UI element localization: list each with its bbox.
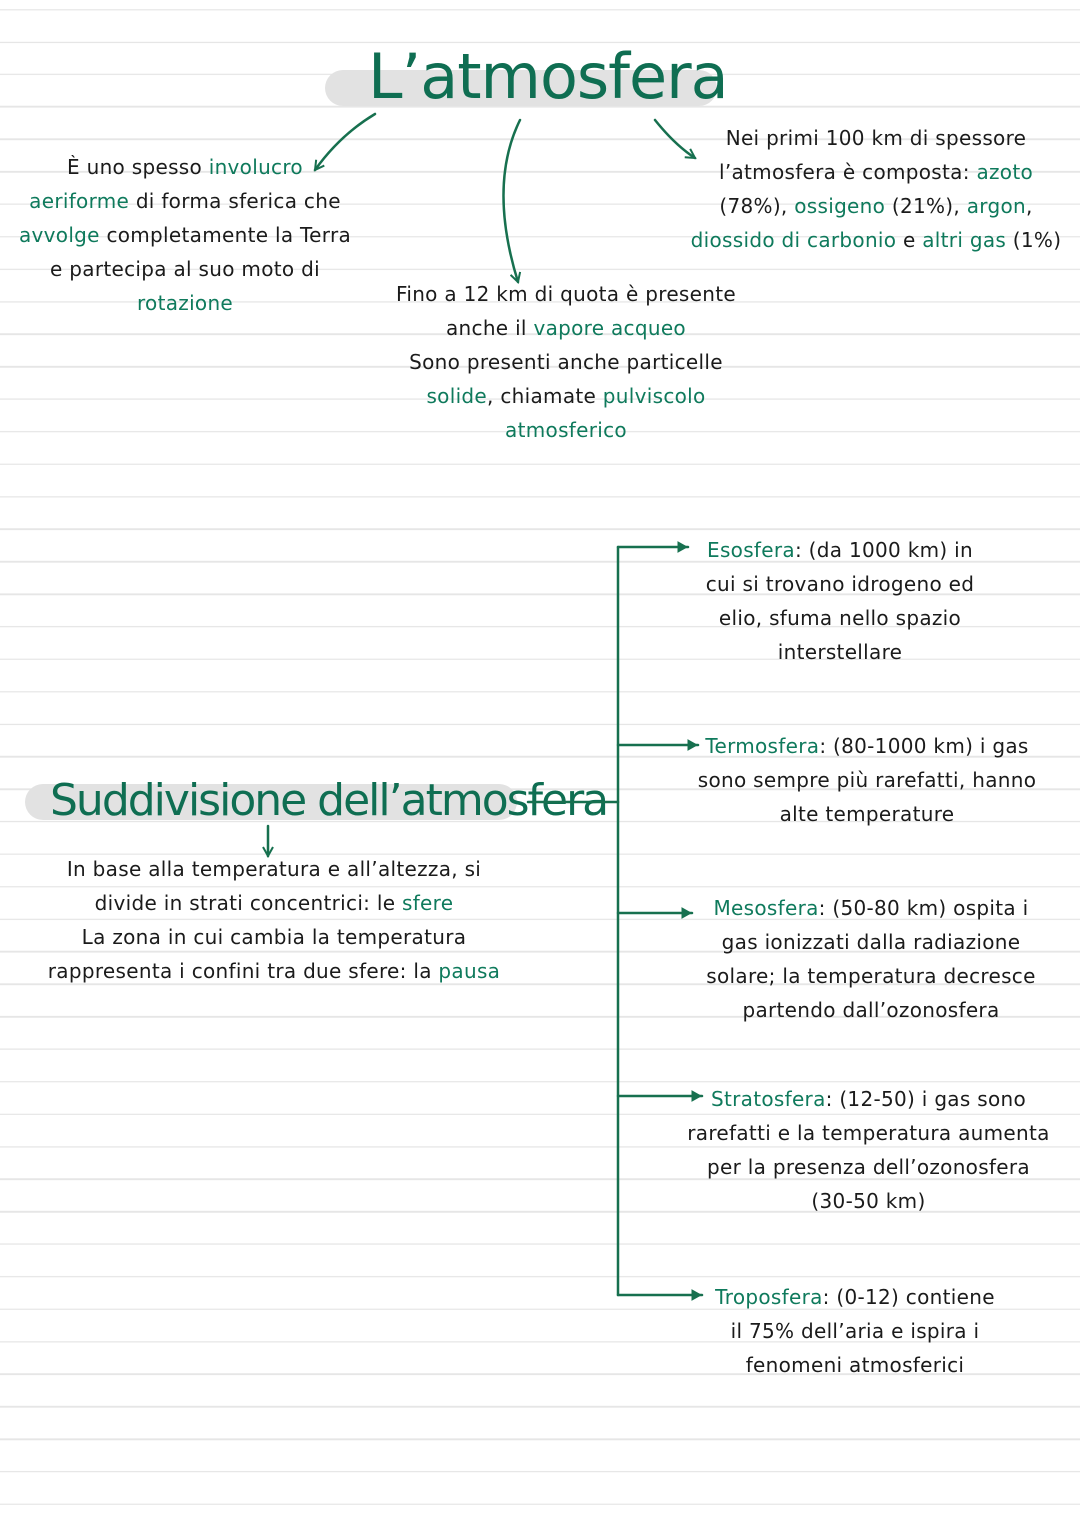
text-run: alte temperature xyxy=(779,802,955,826)
text-run: completamente la Terra xyxy=(99,223,352,247)
text-run: (30-50 km) xyxy=(811,1189,926,1213)
text-run: interstellare xyxy=(777,640,903,664)
text-run: Nei primi 100 km di spessore xyxy=(725,126,1027,150)
text-run: : (da 1000 km) in xyxy=(794,538,973,562)
highlighted-term: involucro xyxy=(208,155,303,179)
text-run: di forma sferica che xyxy=(129,189,341,213)
text-run: cui si trovano idrogeno ed xyxy=(705,572,975,596)
highlighted-term: Esosfera xyxy=(707,538,795,562)
page-title: L’atmosfera xyxy=(368,40,728,113)
highlighted-term: atmosferico xyxy=(505,418,627,442)
text-run: gas ionizzati dalla radiazione xyxy=(721,930,1021,954)
text-run: (78%), xyxy=(719,194,795,218)
text-run: : (80-1000 km) i gas xyxy=(819,734,1029,758)
highlighted-term: pulviscolo xyxy=(602,384,706,408)
highlighted-term: pausa xyxy=(438,959,501,983)
highlighted-term: solide xyxy=(426,384,488,408)
highlighted-term: argon xyxy=(966,194,1026,218)
text-run: È uno spesso xyxy=(67,155,209,179)
text-run: per la presenza dell’ozonosfera xyxy=(707,1155,1030,1179)
highlighted-term: rotazione xyxy=(136,291,234,315)
text-run: In base alla temperatura e all’altezza, si xyxy=(66,857,482,881)
highlighted-term: ossigeno xyxy=(794,194,886,218)
text-run: (1%) xyxy=(1006,228,1062,252)
arrow-to-composition xyxy=(655,120,695,158)
highlighted-term: vapore acqueo xyxy=(533,316,686,340)
text-run: , xyxy=(1025,194,1033,218)
text-run: : (0-12) contiene xyxy=(822,1285,995,1309)
text-run: Sono presenti anche particelle xyxy=(409,350,723,374)
text-run: sono sempre più rarefatti, hanno xyxy=(697,768,1037,792)
text-run: solare; la temperatura decresce xyxy=(706,964,1036,988)
highlighted-term: avvolge xyxy=(18,223,100,247)
text-run: l’atmosfera è composta: xyxy=(718,160,977,184)
subdivision-title: Suddivisione dell’atmosfera xyxy=(50,775,608,826)
highlighted-term: Stratosfera xyxy=(710,1087,826,1111)
text-run: , chiamate xyxy=(487,384,603,408)
text-run: Fino a 12 km di quota è presente xyxy=(396,282,736,306)
highlighted-term: aeriforme xyxy=(29,189,130,213)
text-run: : (50-80 km) ospita i xyxy=(818,896,1029,920)
highlighted-term: Mesosfera xyxy=(713,896,819,920)
text-run: e partecipa al suo moto di xyxy=(50,257,320,281)
text-run: il 75% dell’aria e ispira i xyxy=(730,1319,980,1343)
text-run: : (12-50) i gas sono xyxy=(825,1087,1027,1111)
highlighted-term: sfere xyxy=(402,891,454,915)
highlighted-term: azoto xyxy=(976,160,1034,184)
text-run: partendo dall’ozonosfera xyxy=(742,998,1000,1022)
text-run: rarefatti e la temperatura aumenta xyxy=(687,1121,1050,1145)
arrow-to-definition xyxy=(315,114,375,170)
text-run: (21%), xyxy=(885,194,967,218)
highlighted-term: Termosfera xyxy=(705,734,820,758)
highlighted-term: altri gas xyxy=(922,228,1007,252)
highlighted-term: diossido di carbonio xyxy=(690,228,897,252)
text-run: anche il xyxy=(446,316,534,340)
text-run: e xyxy=(896,228,923,252)
text-run: fenomeni atmosferici xyxy=(745,1353,965,1377)
text-run: La zona in cui cambia la temperatura xyxy=(81,925,467,949)
highlighted-term: Troposfera xyxy=(715,1285,823,1309)
text-run: divide in strati concentrici: le xyxy=(94,891,402,915)
arrow-to-vapour xyxy=(503,120,520,282)
text-run: rappresenta i confini tra due sfere: la xyxy=(47,959,439,983)
text-run: elio, sfuma nello spazio xyxy=(718,606,962,630)
